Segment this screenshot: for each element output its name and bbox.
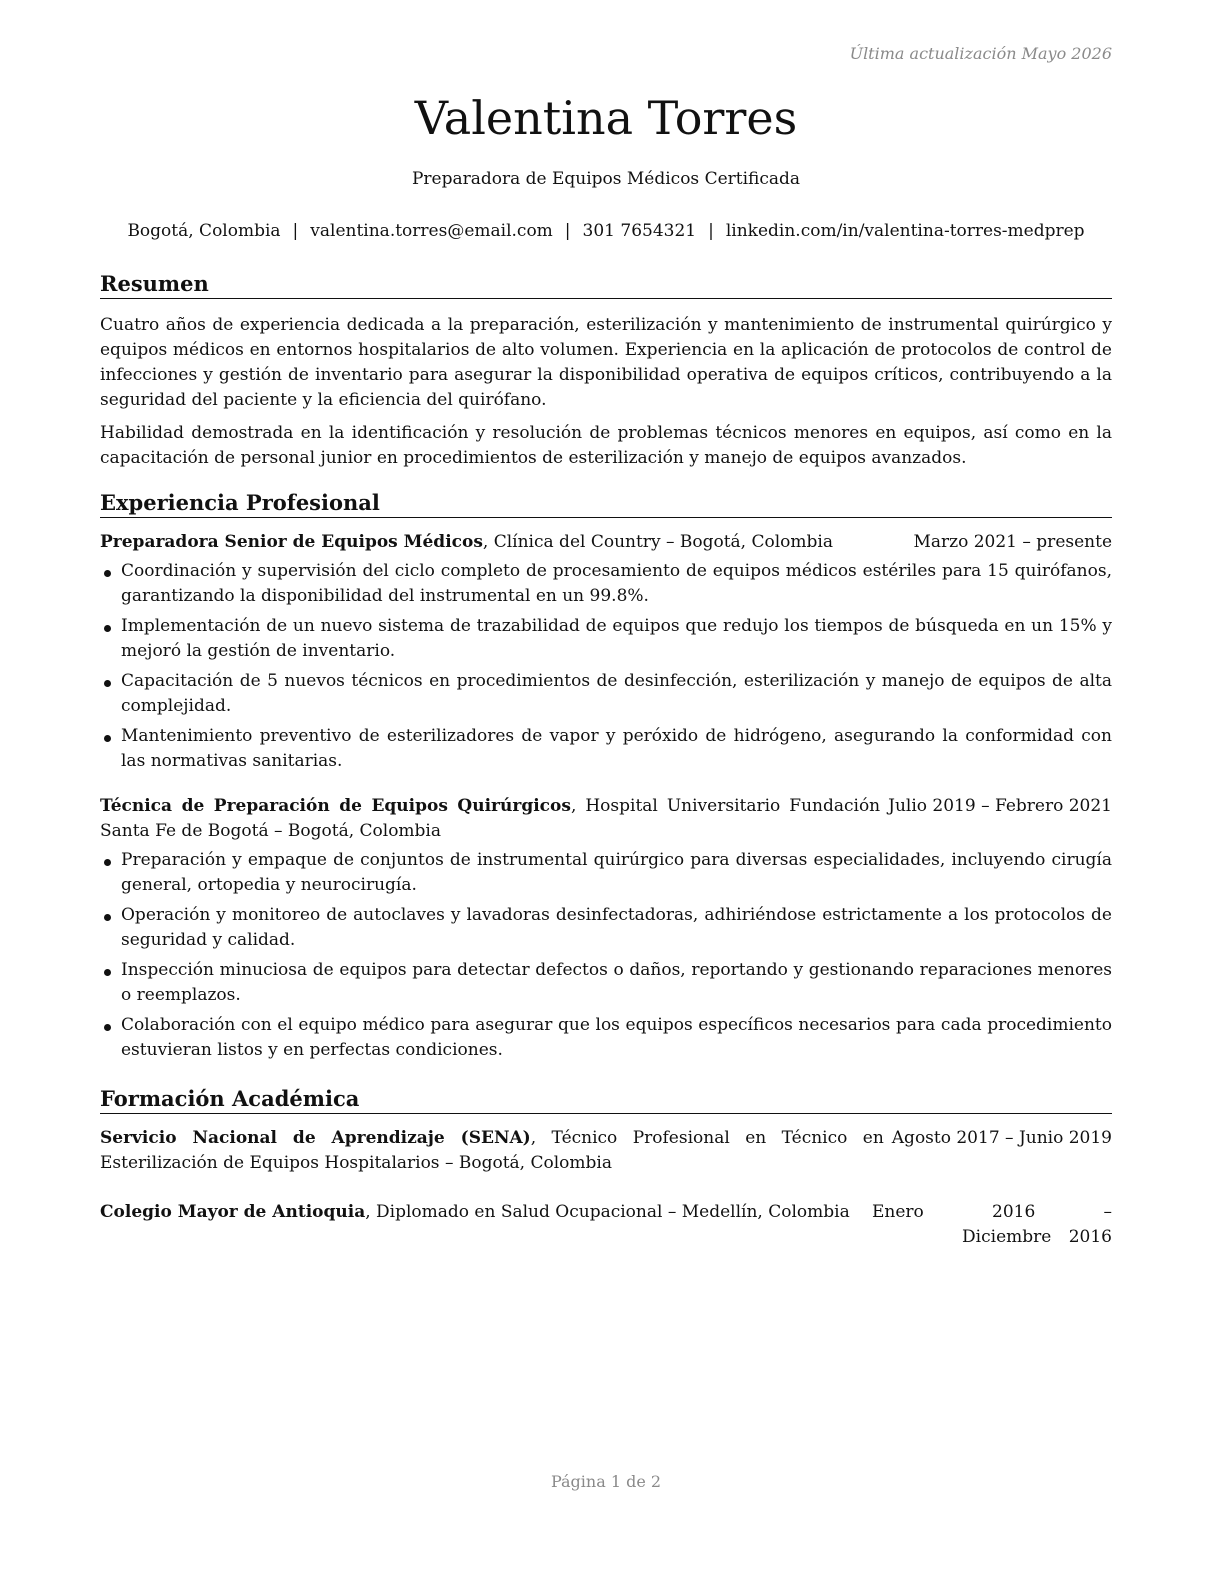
bullet-icon — [104, 859, 111, 866]
education-dates: Agosto 2017 – Junio 2019 — [891, 1128, 1112, 1148]
candidate-title: Preparadora de Equipos Médicos Certificada — [411, 169, 801, 189]
bullet-icon — [104, 680, 111, 687]
bullet-icon — [104, 914, 111, 921]
education-header — [100, 1126, 1112, 1176]
summary-heading: Resumen — [100, 270, 1112, 299]
job-dates: Julio 2019 – Febrero 2021 — [888, 796, 1112, 816]
education-entry — [100, 1126, 1112, 1176]
job-title-line — [100, 530, 905, 555]
job-entry — [100, 794, 1112, 1063]
job-title: Preparadora Senior de Equipos Médicos — [100, 532, 483, 552]
job-organization: , Clínica del Country – Bogotá, Colombia — [482, 532, 833, 552]
contact-location: Bogotá, Colombia — [127, 221, 281, 241]
job-bullet: Operación y monitoreo de autoclaves y lavadoras desinfectadoras, adhiriéndose estrictamente a los protocolos de seguridad y calidad. — [100, 903, 1112, 953]
bullet-icon — [104, 625, 111, 632]
job-bullet: Preparación y empaque de conjuntos de instrumental quirúrgico para diversas especialidades, incluyendo cirugía general, ortopedia y neurocirugía. — [100, 848, 1112, 898]
bullet-icon — [104, 969, 111, 976]
job-bullet: Inspección minuciosa de equipos para detectar defectos o daños, reportando y gestionando reparaciones menores o reemplazos. — [100, 958, 1112, 1008]
contact-phone[interactable]: 301 7654321 — [582, 221, 697, 241]
job-title-line — [100, 794, 880, 844]
job-title: Técnica de Preparación de Equipos Quirúrgicos — [100, 796, 571, 816]
education-dates: Enero 2016 – Diciembre 2016 — [872, 1202, 1112, 1247]
job-entry — [100, 530, 1112, 774]
experience-section — [100, 489, 1112, 1068]
contact-line — [100, 219, 1112, 243]
bullet-icon — [104, 570, 111, 577]
contact-email[interactable]: valentina.torres@email.com — [310, 221, 553, 241]
education-institution: Servicio Nacional de Aprendizaje (SENA) — [100, 1128, 531, 1148]
education-title-line — [100, 1126, 884, 1176]
job-bullets — [100, 559, 1112, 774]
education-header — [100, 1200, 1112, 1250]
job-bullets — [100, 848, 1112, 1063]
job-bullet: Implementación de un nuevo sistema de trazabilidad de equipos que redujo los tiempos de búsqueda en un 15% y mejoró la gestión de inventario. — [100, 614, 1112, 664]
summary-paragraph: Cuatro años de experiencia dedicada a la preparación, esterilización y mantenimiento de instrumental quirúrgico y equipos médicos en entornos hospitalarios de alto volumen. Experiencia en la aplicación de protocolos de control de infecciones y gestión de inventario para asegurar la disponibilidad operativa de equipos críticos, contribuyendo a la seguridad del paciente y la eficiencia del quirófano. — [100, 315, 1112, 410]
job-bullet: Capacitación de 5 nuevos técnicos en procedimientos de desinfección, esterilización y manejo de equipos de alta complejidad. — [100, 669, 1112, 719]
summary-paragraph: Habilidad demostrada en la identificación y resolución de problemas técnicos menores en equipos, así como en la capacitación de personal junior en procedimientos de esterilización y manejo de equipos avanzados. — [100, 423, 1112, 468]
education-program: , Técnico Profesional en Técnico en Esterilización de Equipos Hospitalarios – Bogotá, Colombia — [100, 1128, 884, 1173]
education-title-line — [100, 1200, 864, 1225]
summary-section — [100, 270, 1112, 471]
experience-heading: Experiencia Profesional — [100, 489, 1112, 518]
job-dates: Marzo 2021 – presente — [913, 532, 1112, 552]
education-entry — [100, 1200, 1112, 1250]
last-updated: Última actualización Mayo 2026 — [849, 44, 1112, 63]
job-bullet: Mantenimiento preventivo de esterilizadores de vapor y peróxido de hidrógeno, asegurando la conformidad con las normativas sanitarias. — [100, 724, 1112, 774]
job-header — [100, 794, 1112, 844]
job-bullet: Coordinación y supervisión del ciclo completo de procesamiento de equipos médicos estériles para 15 quirófanos, garantizando la disponibilidad del instrumental en un 99.8%. — [100, 559, 1112, 609]
contact-separator: | — [564, 221, 571, 241]
job-bullet: Colaboración con el equipo médico para asegurar que los equipos específicos necesarios para cada procedimiento estuvieran listos y en perfectas condiciones. — [100, 1013, 1112, 1063]
job-organization: , Hospital Universitario Fundación Santa Fe de Bogotá – Bogotá, Colombia — [100, 796, 881, 841]
education-program: , Diplomado en Salud Ocupacional – Medellín, Colombia — [365, 1202, 850, 1222]
contact-separator: | — [292, 221, 299, 241]
education-section — [100, 1085, 1112, 1250]
bullet-icon — [104, 735, 111, 742]
page-number: Página 1 de 2 — [550, 1472, 662, 1491]
contact-linkedin[interactable]: linkedin.com/in/valentina-torres-medprep — [725, 221, 1085, 241]
bullet-icon — [104, 1024, 111, 1031]
contact-separator: | — [708, 221, 714, 241]
job-header — [100, 530, 1112, 555]
education-institution: Colegio Mayor de Antioquia — [100, 1202, 366, 1222]
education-heading: Formación Académica — [100, 1085, 1112, 1114]
resume-page — [100, 0, 1112, 1584]
candidate-name: Valentina Torres — [414, 91, 798, 145]
